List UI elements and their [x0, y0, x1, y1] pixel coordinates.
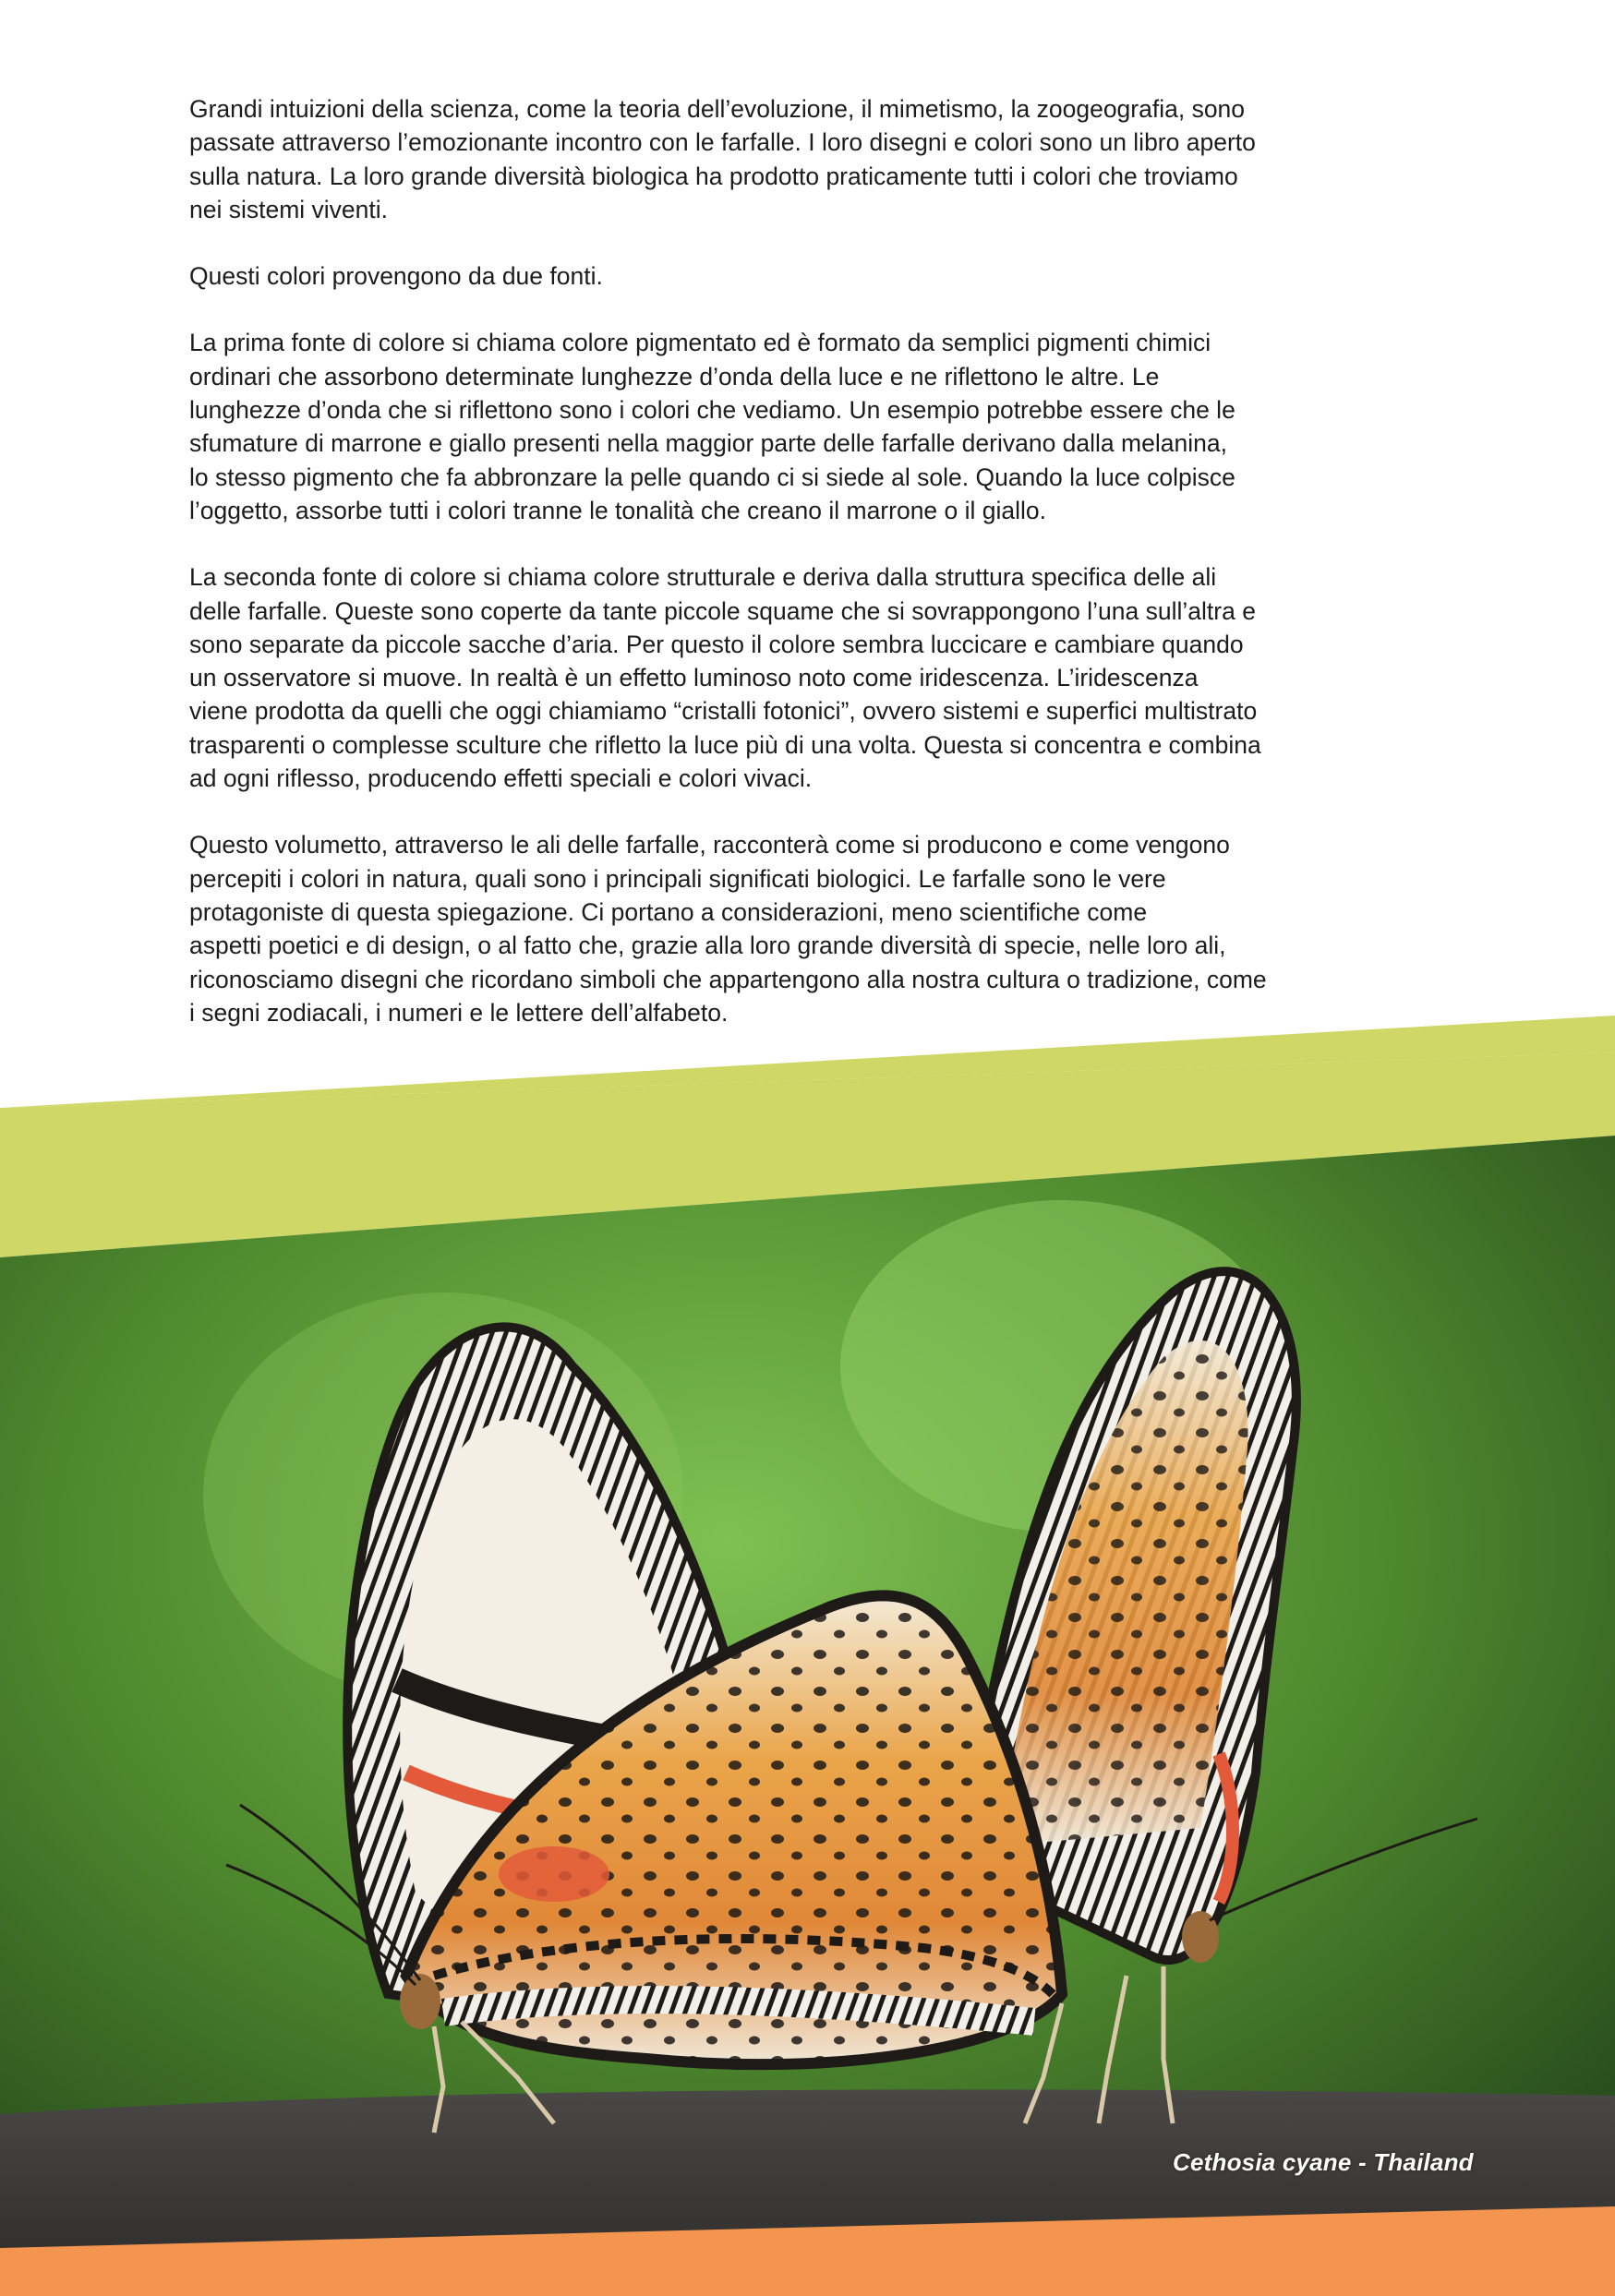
text-line: nei sistemi viventi. [189, 195, 389, 223]
butterfly-photo [0, 1016, 1615, 2296]
text-line: sono separate da piccole sacche d’aria. Per questo il colore sembra luccicare e cambiare quando [189, 630, 1244, 658]
text-line: protagoniste di questa spiegazione. Ci portano a considerazioni, meno scientifiche come [189, 897, 1148, 926]
paragraph [189, 828, 1427, 1029]
paragraph [189, 92, 1427, 226]
butterfly-figure [0, 1016, 1615, 2296]
text-line: Questi colori provengono da due fonti. [189, 262, 603, 291]
text-line: riconosciamo disegni che ricordano simboli che appartengono alla nostra cultura o tradizione, come [189, 965, 1267, 993]
text-line: Grandi intuizioni della scienza, come la teoria dell’evoluzione, il mimetismo, la zoogeografia, sono [189, 95, 1246, 123]
text-line: sfumature di marrone e giallo presenti nella maggior parte delle farfalle derivano dalla melanina, [189, 429, 1227, 458]
body-text [189, 92, 1427, 1063]
text-line: i segni zodiacali, i numeri e le lettere dell’alfabeto. [189, 998, 729, 1027]
text-line: passate attraverso l’emozionante incontro con le farfalle. I loro disegni e colori sono un libro aperto [189, 128, 1256, 157]
text-line: ordinari che assorbono determinate lunghezze d’onda della luce e ne riflettono le altre. Le [189, 362, 1160, 391]
text-line: percepiti i colori in natura, quali sono i principali significati biologici. Le farfalle sono le vere [189, 864, 1166, 893]
text-line: aspetti poetici e di design, o al fatto che, grazie alla loro grande diversità di specie, nelle loro ali, [189, 932, 1226, 960]
photo-caption: Cethosia cyane - Thailand [1173, 2148, 1474, 2176]
text-line: Questo volumetto, attraverso le ali delle farfalle, racconterà come si producono e come vengono [189, 831, 1230, 859]
text-line: trasparenti o complesse sculture che rifletto la luce più di una volta. Questa si concentra e combina [189, 730, 1261, 759]
text-line: ad ogni riflesso, producendo effetti speciali e colori vivaci. [189, 764, 813, 793]
text-line: lo stesso pigmento che fa abbronzare la pelle quando ci si siede al sole. Quando la luce colpisce [189, 463, 1235, 491]
text-line: l’oggetto, assorbe tutti i colori tranne le tonalità che creano il marrone o il giallo. [189, 496, 1047, 524]
paragraph [189, 259, 1427, 293]
paragraph [189, 560, 1427, 795]
text-line: lunghezze d’onda che si riflettono sono i colori che vediamo. Un esempio potrebbe essere che le [189, 396, 1235, 425]
text-line: viene prodotta da quelli che oggi chiamiamo “cristalli fotonici”, ovvero sistemi e superfici multistrato [189, 697, 1258, 726]
paragraph [189, 326, 1427, 527]
text-line: sulla natura. La loro grande diversità biologica ha prodotto praticamente tutti i colori che troviamo [189, 162, 1238, 190]
text-line: un osservatore si muove. In realtà è un effetto luminoso noto come iridescenza. L’iridescenza [189, 664, 1199, 692]
text-line: La prima fonte di colore si chiama colore pigmentato ed è formato da semplici pigmenti chimici [189, 329, 1211, 357]
text-line: delle farfalle. Queste sono coperte da tante piccole squame che si sovrappongono l’una sull’altra e [189, 596, 1256, 625]
text-line: La seconda fonte di colore si chiama colore strutturale e deriva dalla struttura specifica delle ali [189, 563, 1217, 592]
